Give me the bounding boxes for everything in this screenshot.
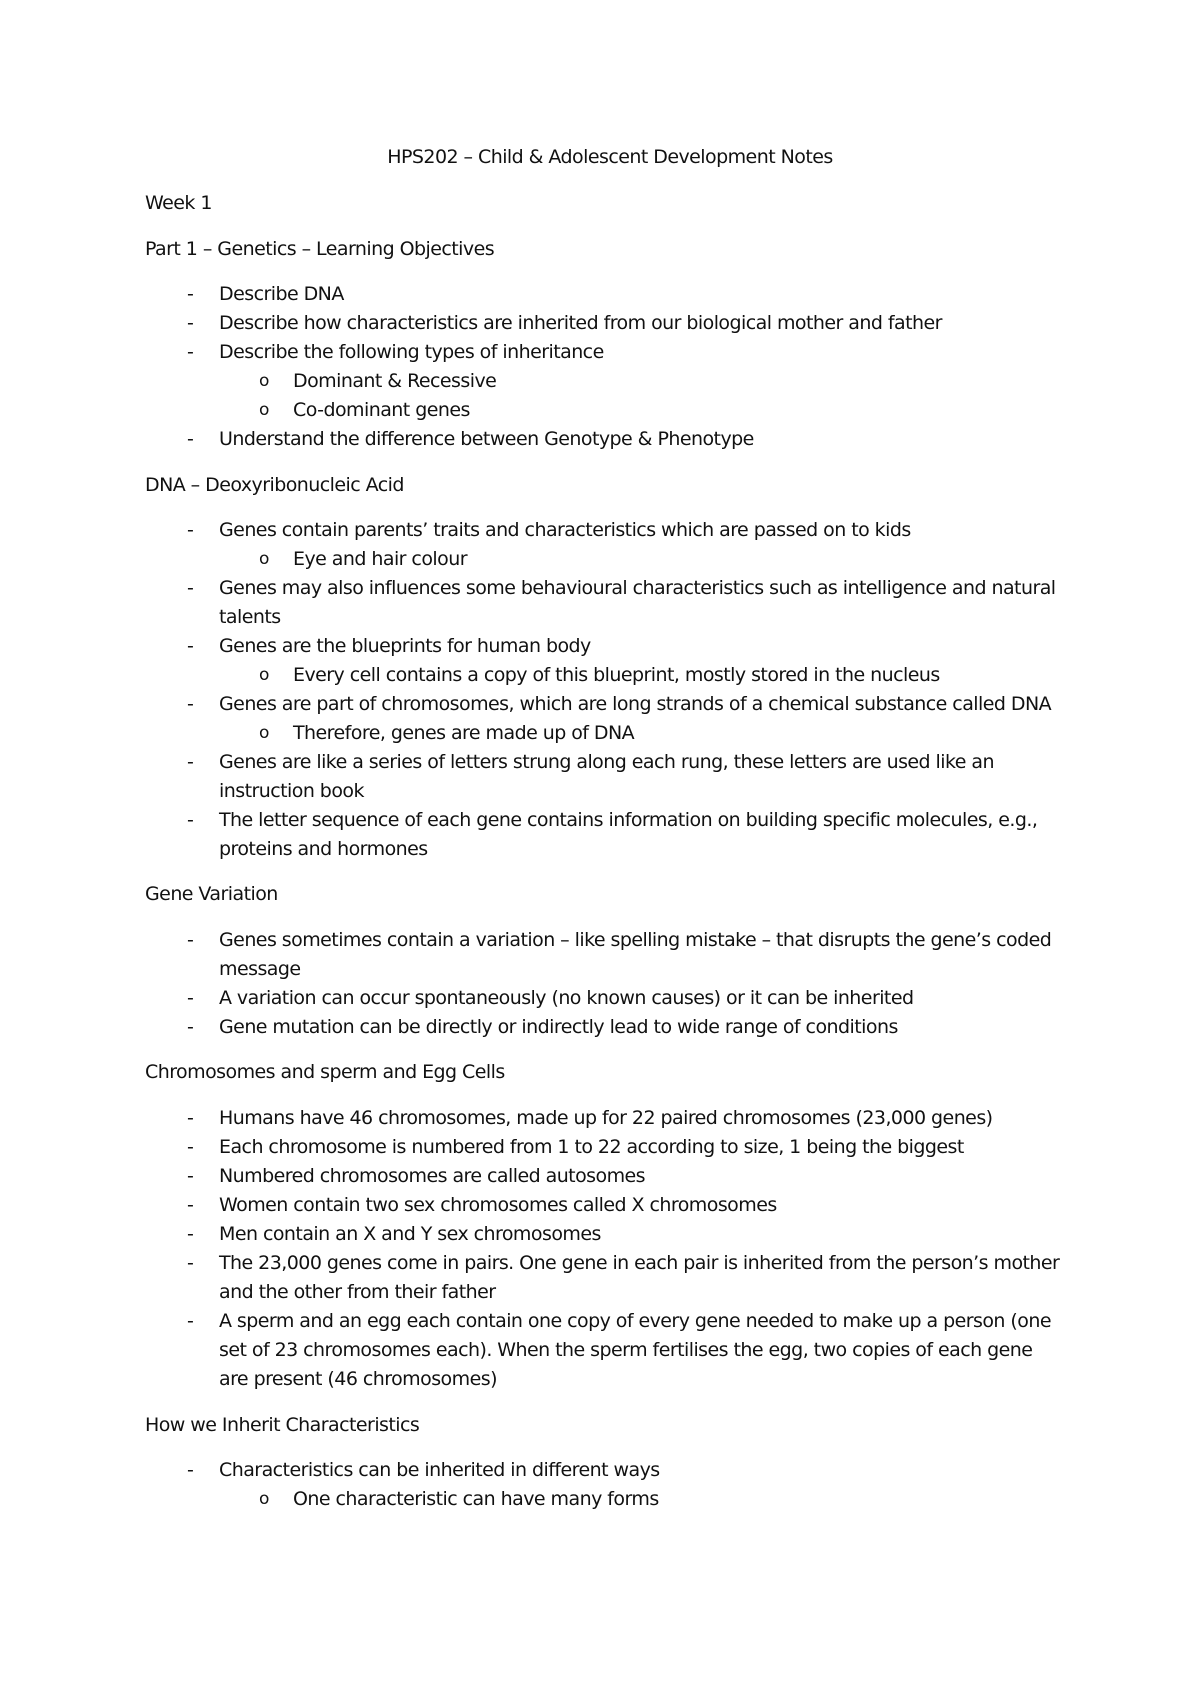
- list-item-continuation: talents: [219, 606, 281, 628]
- section-heading-learning-objectives: Part 1 – Genetics – Learning Objectives: [145, 238, 495, 260]
- list-item: Genes may also influences some behavioural characteristics such as intelligence and natural: [219, 577, 1056, 599]
- list-item: Men contain an X and Y sex chromosomes: [219, 1223, 601, 1245]
- bullet-marker: o: [259, 1489, 269, 1509]
- list-item: Genes contain parents’ traits and characteristics which are passed on to kids: [219, 519, 911, 541]
- section-heading-gene-variation: Gene Variation: [145, 883, 278, 905]
- dash-marker: -: [187, 1136, 194, 1158]
- dash-marker: -: [187, 1459, 194, 1481]
- dash-marker: -: [187, 312, 194, 334]
- sub-list-item: Every cell contains a copy of this blueprint, mostly stored in the nucleus: [293, 664, 940, 686]
- dash-marker: -: [187, 1107, 194, 1129]
- sub-list-item: Dominant & Recessive: [293, 370, 497, 392]
- list-item-continuation: proteins and hormones: [219, 838, 428, 860]
- bullet-marker: o: [259, 723, 269, 743]
- dash-marker: -: [187, 929, 194, 951]
- list-item: Each chromosome is numbered from 1 to 22 according to size, 1 being the biggest: [219, 1136, 964, 1158]
- dash-marker: -: [187, 1252, 194, 1274]
- bullet-marker: o: [259, 665, 269, 685]
- list-item: Numbered chromosomes are called autosomes: [219, 1165, 646, 1187]
- list-item: The 23,000 genes come in pairs. One gene in each pair is inherited from the person’s mother: [219, 1252, 1060, 1274]
- bullet-marker: o: [259, 371, 269, 391]
- list-item: A variation can occur spontaneously (no known causes) or it can be inherited: [219, 987, 914, 1009]
- list-item-continuation: message: [219, 958, 301, 980]
- list-item-continuation: instruction book: [219, 780, 364, 802]
- dash-marker: -: [187, 1016, 194, 1038]
- list-item: Gene mutation can be directly or indirectly lead to wide range of conditions: [219, 1016, 898, 1038]
- dash-marker: -: [187, 519, 194, 541]
- sub-list-item: One characteristic can have many forms: [293, 1488, 659, 1510]
- dash-marker: -: [187, 987, 194, 1009]
- dash-marker: -: [187, 1194, 194, 1216]
- sub-list-item: Therefore, genes are made up of DNA: [293, 722, 635, 744]
- sub-list-item: Eye and hair colour: [293, 548, 467, 570]
- list-item-continuation: set of 23 chromosomes each). When the sperm fertilises the egg, two copies of each gene: [219, 1339, 1033, 1361]
- list-item-continuation: and the other from their father: [219, 1281, 496, 1303]
- list-item: Understand the difference between Genotype & Phenotype: [219, 428, 754, 450]
- dash-marker: -: [187, 1310, 194, 1332]
- dash-marker: -: [187, 1223, 194, 1245]
- list-item: A sperm and an egg each contain one copy of every gene needed to make up a person (one: [219, 1310, 1051, 1332]
- week-label: Week 1: [145, 192, 212, 214]
- section-heading-dna: DNA – Deoxyribonucleic Acid: [145, 474, 404, 496]
- list-item: Describe the following types of inheritance: [219, 341, 604, 363]
- list-item: Characteristics can be inherited in different ways: [219, 1459, 660, 1481]
- dash-marker: -: [187, 283, 194, 305]
- dash-marker: -: [187, 428, 194, 450]
- bullet-marker: o: [259, 400, 269, 420]
- bullet-marker: o: [259, 549, 269, 569]
- document-title: HPS202 – Child & Adolescent Development Notes: [387, 146, 833, 168]
- list-item: Genes sometimes contain a variation – like spelling mistake – that disrupts the gene’s coded: [219, 929, 1052, 951]
- sub-list-item: Co-dominant genes: [293, 399, 470, 421]
- section-heading-chromosomes: Chromosomes and sperm and Egg Cells: [145, 1061, 505, 1083]
- list-item: Genes are part of chromosomes, which are long strands of a chemical substance called DNA: [219, 693, 1052, 715]
- list-item: Women contain two sex chromosomes called X chromosomes: [219, 1194, 777, 1216]
- section-heading-inherit: How we Inherit Characteristics: [145, 1414, 420, 1436]
- list-item: The letter sequence of each gene contains information on building specific molecules, e.g.,: [219, 809, 1038, 831]
- dash-marker: -: [187, 751, 194, 773]
- list-item: Genes are like a series of letters strung along each rung, these letters are used like an: [219, 751, 994, 773]
- dash-marker: -: [187, 1165, 194, 1187]
- dash-marker: -: [187, 577, 194, 599]
- dash-marker: -: [187, 341, 194, 363]
- dash-marker: -: [187, 635, 194, 657]
- list-item-continuation: are present (46 chromosomes): [219, 1368, 497, 1390]
- list-item: Humans have 46 chromosomes, made up for 22 paired chromosomes (23,000 genes): [219, 1107, 993, 1129]
- list-item: Genes are the blueprints for human body: [219, 635, 591, 657]
- list-item: Describe how characteristics are inherited from our biological mother and father: [219, 312, 942, 334]
- dash-marker: -: [187, 693, 194, 715]
- list-item: Describe DNA: [219, 283, 344, 305]
- dash-marker: -: [187, 809, 194, 831]
